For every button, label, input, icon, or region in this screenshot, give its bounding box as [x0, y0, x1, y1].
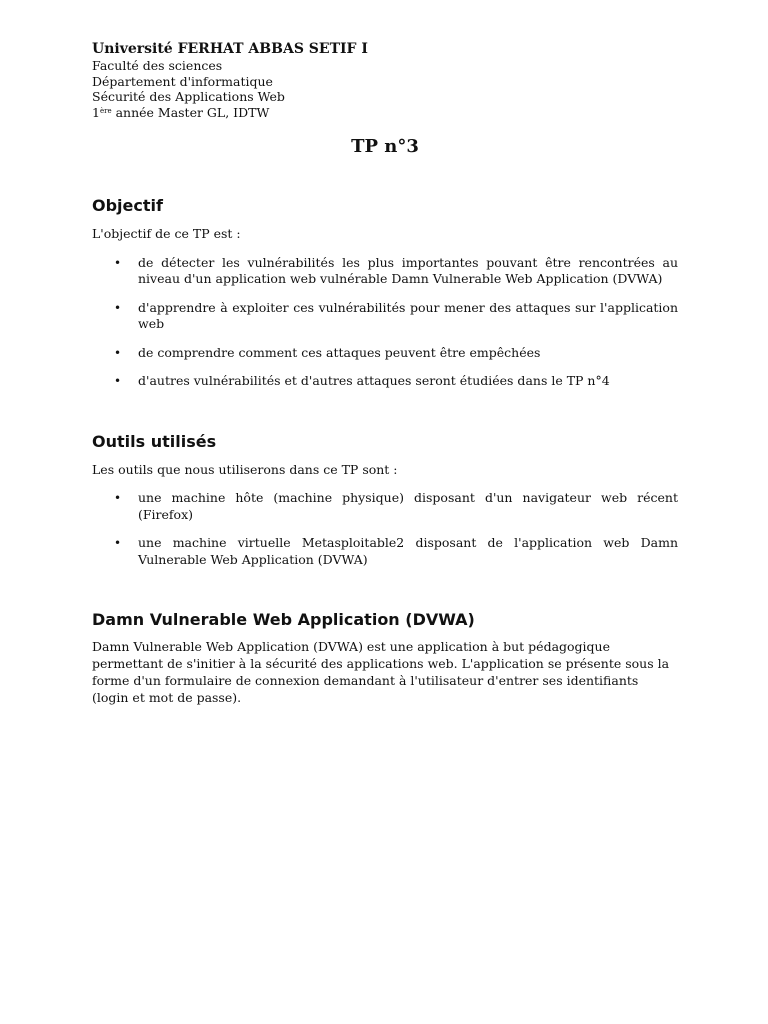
outils-list — [92, 490, 678, 568]
objectif-intro: L'objectif de ce TP est : — [92, 226, 241, 241]
department-name: Département d'informatique — [92, 73, 273, 89]
document-header — [92, 40, 678, 120]
faculty-name: Faculté des sciences — [92, 58, 223, 73]
course-name: Sécurité des Applications Web — [92, 89, 285, 104]
list-item — [92, 490, 678, 523]
level-rest: année Master GL, IDTW — [111, 104, 270, 120]
list-item-text: d'autres vulnérabilités et d'autres attaques seront étudiées dans le TP n°4 — [138, 373, 610, 388]
level-superscript: ère — [99, 106, 112, 115]
bullet-icon: • — [114, 536, 122, 550]
outils-intro: Les outils que nous utiliserons dans ce TP sont : — [92, 461, 398, 477]
list-item — [92, 373, 678, 390]
dvwa-heading: Damn Vulnerable Web Application (DVWA) — [92, 610, 475, 629]
list-item — [92, 535, 678, 568]
list-item — [92, 255, 678, 288]
university-name: Université FERHAT ABBAS SETIF I — [92, 41, 368, 57]
objectif-list — [92, 255, 678, 390]
level-line — [92, 105, 678, 121]
objectif-heading: Objectif — [92, 196, 163, 215]
list-item-text: d'apprendre à exploiter ces vulnérabilités pour mener des attaques sur l'application web — [138, 299, 678, 331]
outils-heading: Outils utilisés — [92, 431, 217, 451]
list-item-text: de détecter les vulnérabilités les plus importantes pouvant être rencontrées au niveau d'un application web vulnérable Damn Vulnerable Web Application (DVWA) — [138, 254, 678, 286]
tp-title: TP n°3 — [351, 136, 419, 157]
bullet-icon: • — [114, 300, 122, 315]
list-item-text: de comprendre comment ces attaques peuvent être empêchées — [138, 344, 541, 360]
list-item-text: une machine hôte (machine physique) disposant d'un navigateur web récent (Firefox) — [138, 490, 678, 522]
bullet-icon: • — [114, 345, 122, 360]
document-page — [92, 40, 678, 706]
bullet-icon: • — [114, 374, 122, 388]
level-number: 1 — [92, 104, 100, 120]
bullet-icon: • — [114, 255, 122, 270]
dvwa-paragraph: Damn Vulnerable Web Application (DVWA) est une application à but pédagogique permettant de s'initier à la sécurité des applications web. L'application se présente sous la forme d'un formulaire de connexion demandant à l'utilisateur d'entrer ses identifiants (login et mot de passe). — [92, 639, 670, 705]
bullet-icon: • — [114, 491, 122, 505]
list-item — [92, 300, 678, 333]
list-item-text: une machine virtuelle Metasploitable2 disposant de l'application web Damn Vulnerable Web Application (DVWA) — [138, 535, 678, 567]
list-item — [92, 345, 678, 362]
